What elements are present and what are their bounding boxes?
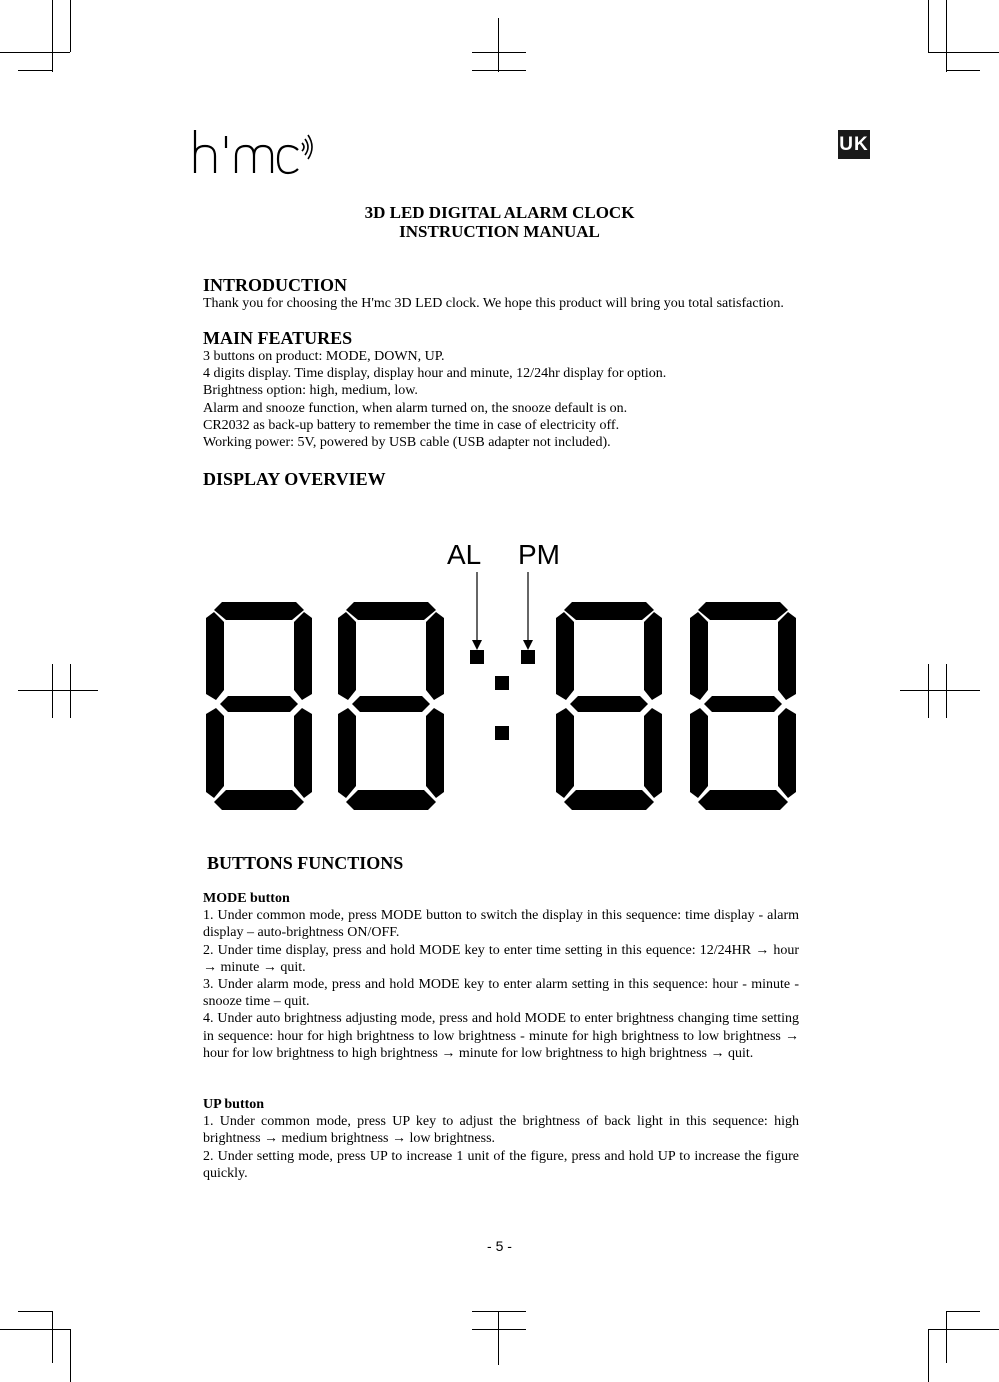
al-label: AL [447,539,482,570]
mode-item: 3. Under alarm mode, press and hold MODE key to enter alarm setting in this sequence: hour - minute - snooze time – quit. [203,977,799,1010]
hmc-logo [190,126,320,178]
colon-dot-upper [495,676,509,690]
main-features-heading: MAIN FEATURES [203,328,353,348]
feature-item: 4 digits display. Time display, display hour and minute, 12/24hr display for option. [203,366,667,382]
display-overview-heading: DISPLAY OVERVIEW [203,469,386,489]
al-indicator [470,650,484,664]
feature-item: Working power: 5V, powered by USB cable (USB adapter not included). [203,435,611,451]
feature-item: CR2032 as back-up battery to remember the time in case of electricity off. [203,417,620,433]
digit-4 [690,602,796,810]
digit-3 [556,602,662,810]
document-title [0,203,999,241]
up-button-section [203,1096,799,1182]
buttons-functions-heading: BUTTONS FUNCTIONS [207,853,404,873]
display-diagram [200,530,810,820]
pm-label: PM [518,539,560,570]
up-button-title: UP button [203,1097,265,1112]
digit-1 [206,602,312,810]
title-line-1: 3D LED DIGITAL ALARM CLOCK [364,203,635,222]
mode-button-title: MODE button [203,891,290,906]
mode-button-section [203,890,799,1062]
colon-dot-lower [495,726,509,740]
introduction-heading: INTRODUCTION [203,275,348,295]
feature-item: 3 buttons on product: MODE, DOWN, UP. [203,349,445,364]
title-line-2: INSTRUCTION MANUAL [399,222,600,241]
feature-item: Alarm and snooze function, when alarm turned on, the snooze default is on. [203,400,628,416]
introduction-line: Thank you for choosing the H'mc 3D LED clock. We hope this product will bring you total satisfaction. [203,296,784,311]
page-number: - 5 - [487,1238,512,1254]
language-badge: UK [838,130,870,159]
introduction-text [203,295,803,312]
digit-2 [338,602,444,810]
main-features-list [203,348,803,451]
pm-indicator [521,650,535,664]
mode-item: 1. Under common mode, press MODE button to switch the display in this sequence: time display - alarm display – auto-brightness ON/OFF. [203,908,799,941]
up-item: 2. Under setting mode, press UP to increase 1 unit of the figure, press and hold UP to increase the figure quickly. [203,1148,799,1181]
feature-item: Brightness option: high, medium, low. [203,383,418,399]
mode-item: 4. Under auto brightness adjusting mode, press and hold MODE to enter brightness changing time setting in sequence: hour for high brightness to low brightness - minute for high brightness to low brightness → hour for low brightness to high brightness → minute for low brightness to high brightness → quit. [203,1011,799,1061]
mode-item: 2. Under time display, press and hold MODE key to enter time setting in this equence: 12/24HR → hour → minute → quit. [203,942,799,975]
up-item: 1. Under common mode, press UP key to adjust the brightness of back light in this sequence: high brightness → medium brightness → low brightness. [203,1114,799,1147]
